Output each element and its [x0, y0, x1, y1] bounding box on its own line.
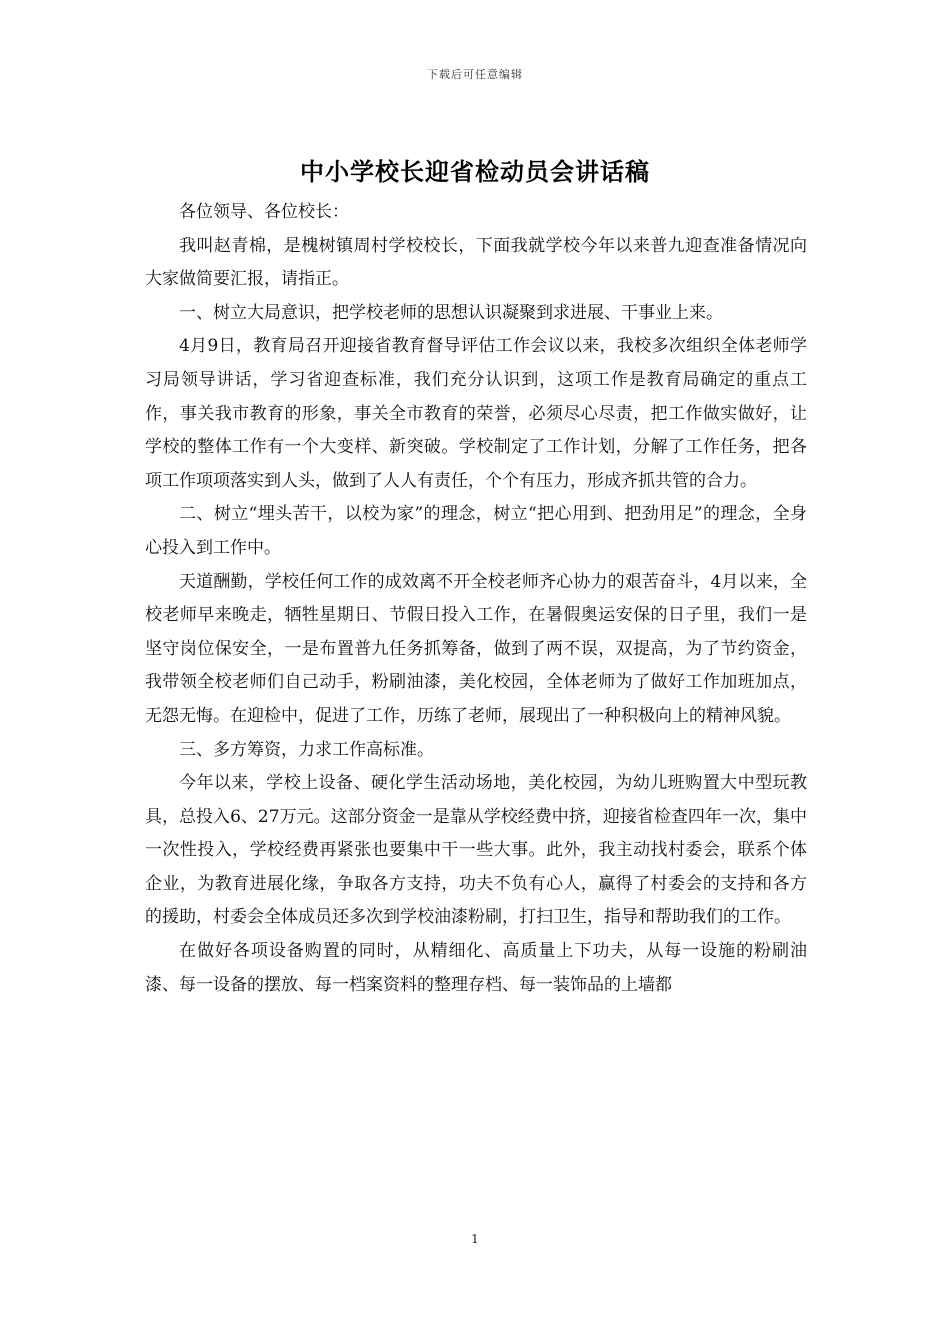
paragraph: 4月9日，教育局召开迎接省教育督导评估工作会议以来，我校多次组织全体老师学习局领导讲话，学习省迎查标准，我们充分认识到，这项工作是教育局确定的重点工作，事关我市教育的形象，事关全市教育的荣誉，必须尽心尽责，把工作做实做好，让学校的整体工作有一个大变样、新突破。学校制定了工作计划，分解了工作任务，把各项工作项项落实到人头，做到了人人有责任，个个有压力，形成齐抓共管的合力。: [145, 336, 807, 491]
document-title: 中小学校长迎省检动员会讲话稿: [300, 157, 650, 186]
page-header: 下载后可任意编辑: [427, 68, 523, 81]
section-heading-2: 二、树立“埋头苦干，以校为家”的理念，树立“把心用到、把劲用足”的理念，全身心投入到工作中。: [145, 504, 807, 558]
paragraph: 在做好各项设备购置的同时，从精细化、高质量上下功夫，从每一设施的粉刷油漆、每一设备的摆放、每一档案资料的整理存档、每一装饰品的上墙都: [145, 941, 807, 995]
paragraph-intro: 我叫赵青棉，是槐树镇周村学校校长，下面我就学校今年以来普九迎查准备情况向大家做简要汇报，请指正。: [145, 235, 807, 290]
paragraph-salutation: 各位领导、各位校长：: [179, 202, 349, 222]
paragraph: 今年以来，学校上设备、硬化学生活动场地，美化校园，为幼儿班购置大中型玩教具，总投入6、27万元。这部分资金一是靠从学校经费中挤，迎接省检查四年一次，集中一次性投入，学校经费再紧张也要集中干一些大事。此外，我主动找村委会，联系个体企业，为教育进展化缘，争取各方支持，功夫不负有心人，赢得了村委会的支持和各方的援助，村委会全体成员还多次到学校油漆粉刷，打扫卫生，指导和帮助我们的工作。: [145, 773, 807, 928]
section-heading-3: 三、多方筹资，力求工作高标准。: [179, 739, 434, 760]
document-body: [145, 196, 807, 1002]
section-heading-1: 一、树立大局意识，把学校老师的思想认识凝聚到求进展、干事业上来。: [179, 302, 723, 323]
page-number: 1: [471, 1232, 479, 1246]
paragraph: 天道酬勤，学校任何工作的成效离不开全校老师齐心协力的艰苦奋斗，4月以来，全校老师早来晚走，牺牲星期日、节假日投入工作，在暑假奥运安保的日子里，我们一是坚守岗位保安全，一是布置普九任务抓筹备，做到了两不误，双提高，为了节约资金，我带领全校老师们自己动手，粉刷油漆，美化校园，全体老师为了做好工作加班加点，无怨无悔。在迎检中，促进了工作，历练了老师，展现出了一种积极向上的精神风貌。: [145, 571, 807, 726]
